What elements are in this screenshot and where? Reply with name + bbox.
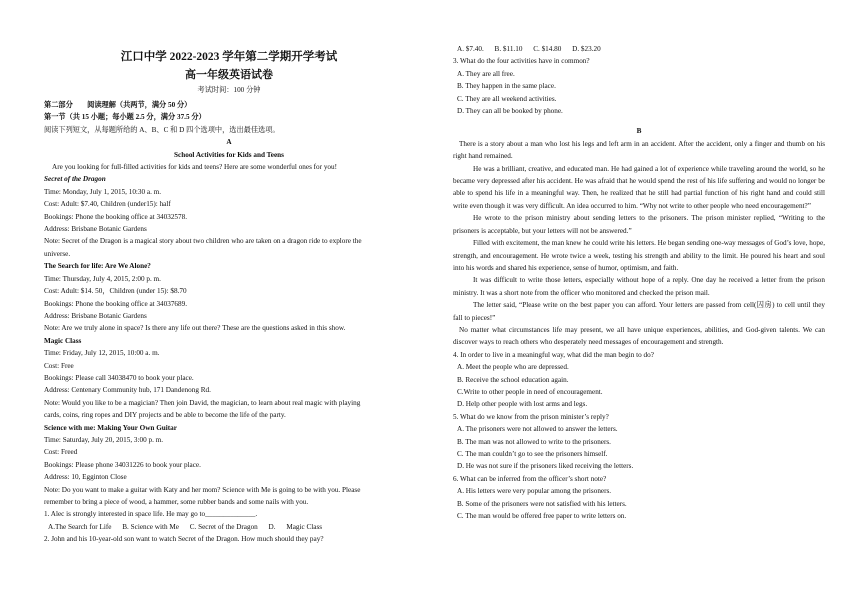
- passage-b-label: B: [636, 127, 642, 136]
- passage-b-paragraph-7: No matter what circumstances life may present, we all have unique experiences, abilities, and God-given talents. We can discover ways to reach others who desperately need messages of encouragement and strength.: [453, 325, 825, 347]
- part-heading: 第二部分 阅读理解（共两节，满分 50 分）: [44, 101, 192, 109]
- question-2: 2. John and his 10-year-old son want to watch Secret of the Dragon. How much should they pay?: [44, 535, 324, 544]
- activity-2-title: The Search for life: Are We Alone?: [44, 262, 151, 271]
- question-5-option-a: A. The prisoners were not allowed to answer the letters.: [457, 425, 618, 434]
- passage-b-paragraph-5: It was difficult to write those letters, especially without hope of a reply. One day he received a letter from the prison ministry. It was a short note from the officer who monitored and checked the prison mail.: [453, 276, 825, 297]
- question-6: 6. What can be inferred from the officer’s short note?: [453, 474, 607, 483]
- activity-3-bookings: Bookings: Please call 34038470 to book your place.: [44, 373, 194, 382]
- passage-b-paragraph-4: Filled with excitement, the man knew he could write his letters. He began sending one-way messages of God’s love, hope, strength, and encouragement. He wrote twice a week, testing his strength and ability to the limit. He poured his heart and soul into his words and shared his experience, sense of humor, optimism, and faith.: [453, 239, 825, 272]
- passage-a-label: A: [226, 138, 232, 147]
- activity-1-note: Note: Secret of the Dragon is a magical story about two children who are taken on a dragon ride to explore the: [44, 237, 362, 246]
- passage-a-title: School Activities for Kids and Teens: [174, 150, 284, 159]
- activity-1-cost: Cost: Adult: $7.40, Children (under15): half: [44, 200, 171, 209]
- question-3-option-d: D. They can all be booked by phone.: [457, 107, 563, 116]
- question-1-options: A.The Search for Life B. Science with Me C. Secret of the Dragon D. Magic Class: [48, 522, 323, 531]
- passage-a-intro: Are you looking for full-filled activities for kids and teens? Here are some wonderful ones for you!: [52, 163, 338, 172]
- activity-2-cost: Cost: Adult: $14. 50，Children (under 15): $8.70: [44, 287, 187, 296]
- activity-4-note: Note: Do you want to make a guitar with Katy and her mom? Science with Me is going to be with you. Please: [44, 485, 361, 494]
- activity-4-note-cont: remember to bring a piece of wood, a hammer, some rubber bands and some nails with you.: [44, 498, 309, 506]
- question-4-option-c: C.Write to other people in need of encouragement.: [457, 387, 603, 396]
- activity-4-address: Address: 10, Egginton Close: [44, 473, 127, 482]
- passage-b-paragraph-3: He wrote to the prison ministry about sending letters to the prisoners. The prison minister replied, “Writing to the prisoners is acceptable, but your letters will not be answered.”: [453, 214, 825, 235]
- right-column: [453, 43, 825, 522]
- activity-4-bookings: Bookings: Please phone 34031226 to book your place.: [44, 460, 201, 469]
- activity-3-note: Note: Would you like to be a magician? Then join David, the magician, to learn about real magic with playing: [44, 398, 361, 407]
- question-4-option-d: D. Help other people with lost arms and legs.: [457, 400, 588, 409]
- activity-3-address: Address: Centenary Community hub, 171 Dandenong Rd.: [44, 386, 211, 395]
- question-5-option-b: B. The man was not allowed to write to the prisoners.: [457, 437, 611, 446]
- activity-1-note-cont: universe.: [44, 249, 71, 258]
- activity-2-time: Time: Thursday, July 4, 2015, 2:00 p. m.: [44, 274, 161, 283]
- question-6-option-a: A. His letters were very popular among the prisoners.: [457, 487, 612, 496]
- question-3: 3. What do the four activities have in common?: [453, 57, 590, 66]
- activity-2-note: Note: Are we truly alone in space? Is there any life out there? These are the questions asked in this show.: [44, 324, 346, 333]
- activity-3-title: Magic Class: [44, 336, 82, 345]
- passage-b-paragraph-2: He was a brilliant, creative, and educated man. He had gained a lot of experience while traveling around the world, so he became very depressed after his accident. He was afraid that he would spend the rest of his life suffering and would no longer be able to spend his life in a meaningful way. Then, he realized that he still had partial function of his right hand and could still write even though it was very difficult. An idea occurred to him. “Why not write to other people who need encouragement?”: [453, 164, 825, 210]
- section-heading: 第一节（共 15 小题；每小题 2.5 分，满分 37.5 分）: [44, 113, 206, 122]
- activity-4-title: Science with me: Making Your Own Guitar: [44, 423, 177, 432]
- passage-b-paragraph-1: There is a story about a man who lost his legs and left arm in an accident. After the accident, only a finger and thumb on his right hand remained.: [453, 139, 825, 161]
- activity-4-time: Time: Saturday, July 20, 2015, 3:00 p. m.: [44, 435, 164, 444]
- activity-1-title: Secret of the Dragon: [44, 175, 106, 184]
- question-4: 4. In order to live in a meaningful way, what did the man begin to do?: [453, 350, 654, 359]
- instruction: 阅读下列短文，从每题所给的 A、B、C 和 D 四个选项中，选出最佳选项。: [44, 125, 280, 134]
- activity-2-address: Address: Brisbane Botanic Gardens: [44, 311, 147, 320]
- question-2-options: A. $7.40. B. $11.10 C. $14.80 D. $23.20: [457, 45, 601, 53]
- question-5-option-d: D. He was not sure if the prisoners liked receiving the letters.: [457, 462, 634, 471]
- question-5-option-c: C. The man couldn’t go to see the prisoners himself.: [457, 450, 608, 458]
- question-4-option-a: A. Meet the people who are depressed.: [457, 363, 569, 372]
- exam-title: 江口中学 2022-2023 学年第二学期开学考试: [120, 51, 338, 63]
- question-6-option-c: C. The man would be offered free paper to write letters on.: [457, 512, 627, 521]
- question-5: 5. What do we know from the prison minister’s reply?: [453, 412, 609, 421]
- activity-1-address: Address: Brisbane Botanic Gardens: [44, 225, 147, 234]
- activity-4-cost: Cost: Freed: [44, 448, 78, 457]
- activity-1-time: Time: Monday, July 1, 2015, 10:30 a. m.: [44, 187, 162, 196]
- question-3-option-b: B. They happen in the same place.: [457, 82, 556, 91]
- activity-3-note-cont: cards, coins, ring ropes and DIY projects and be able to become the life of the party.: [44, 411, 286, 420]
- question-3-option-a: A. They are all free.: [457, 69, 515, 78]
- activity-3-cost: Cost: Free: [44, 361, 74, 370]
- exam-time: 考试时间：100 分钟: [197, 86, 261, 94]
- left-column: [44, 99, 414, 546]
- question-1: 1. Alec is strongly interested in space life. He may go to______________.: [44, 510, 258, 519]
- activity-2-bookings: Bookings: Phone the booking office at 34037689.: [44, 299, 188, 308]
- question-6-option-b: B. Some of the prisoners were not satisfied with his letters.: [457, 499, 627, 508]
- activity-1-bookings: Bookings: Phone the booking office at 34032578.: [44, 212, 188, 221]
- question-4-option-b: B. Receive the school education again.: [457, 375, 569, 384]
- question-3-option-c: C. They are all weekend activities.: [457, 94, 557, 103]
- activity-3-time: Time: Friday, July 12, 2015, 10:00 a. m.: [44, 349, 160, 358]
- passage-b-paragraph-6: The letter said, “Please write on the best paper you can afford. Your letters are passed from cell(囚房) to cell until they fall to pieces!”: [453, 301, 825, 322]
- exam-subtitle: 高一年级英语试卷: [185, 69, 273, 81]
